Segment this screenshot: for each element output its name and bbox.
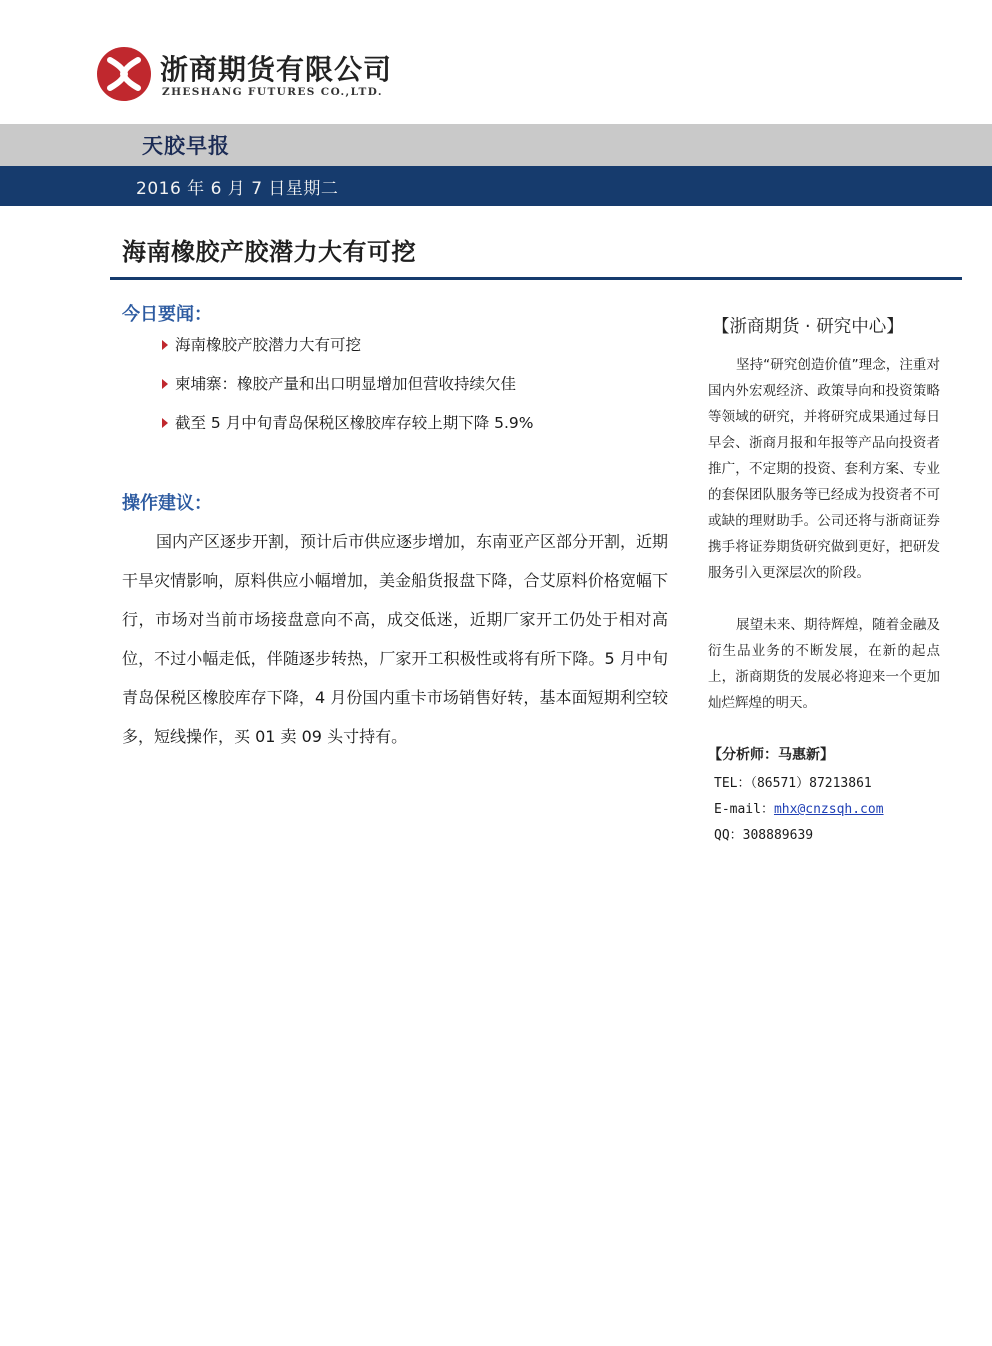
list-item: [160, 373, 534, 412]
triangle-bullet-icon: [162, 379, 168, 389]
contact-tel: [714, 772, 872, 791]
sidebar-intro-paragraph: 坚持“研究创造价值”理念，注重对国内外宏观经济、政策导向和投资策略等领域的研究，并将研究成果通过每日早会、浙商月报和年报等产品向投资者推广，不定期的投资、套利方案、专业的套保团队服务等已经成为投资者不可或缺的理财助手。公司还将与浙商证券携手将证券期货研究做到更好，把研发服务引入更深层次的阶段。: [708, 357, 940, 581]
qq-label: QQ：: [714, 828, 743, 843]
analyst-heading: 【分析师：马惠新】: [708, 747, 834, 763]
report-type: 天胶早报: [142, 134, 230, 158]
tel-value: （86571）87213861: [750, 776, 872, 791]
advice-text: 国内产区逐步开割，预计后市供应逐步增加，东南亚产区部分开割，近期干旱灾情影响，原料供应小幅增加，美金船货报盘下降，合艾原料价格宽幅下行，市场对当前市场接盘意向不高，成交低迷，近期厂家开工仍处于相对高位，不过小幅走低，伴随逐步转热，厂家开工积极性或将有所下降。5 月中旬青岛保税区橡胶库存下降，4 月份国内重卡市场销售好转，基本面短期利空较多，短线操作，买 01 卖 09 头寸持有。: [122, 532, 669, 746]
triangle-bullet-icon: [162, 418, 168, 428]
email-label: E-mail：: [714, 802, 774, 817]
contact-email: [714, 798, 884, 817]
headline-divider: [110, 277, 962, 280]
news-list: [160, 334, 534, 451]
page-title: 海南橡胶产胶潜力大有可挖: [122, 238, 416, 266]
sidebar-title: 【浙商期货 · 研究中心】: [712, 317, 904, 337]
list-item: [160, 334, 534, 373]
company-name-en: ZHESHANG FUTURES CO.,LTD.: [162, 86, 383, 98]
list-item: [160, 412, 534, 451]
news-item-text: 柬埔寨：橡胶产量和出口明显增加但营收持续欠佳: [175, 375, 517, 393]
qq-value: 308889639: [742, 828, 814, 843]
email-link[interactable]: mhx@cnzsqh.com: [773, 802, 884, 817]
news-item-text: 海南橡胶产胶潜力大有可挖: [175, 336, 362, 354]
news-item-text: 截至 5 月中旬青岛保税区橡胶库存较上期下降 5.9%: [175, 414, 534, 432]
company-name-cn: 浙商期货有限公司: [160, 53, 393, 86]
zheshang-logo-icon: [96, 46, 152, 102]
tel-label: TEL：: [714, 776, 751, 791]
contact-qq: [714, 824, 813, 843]
report-date: 2016 年 6 月 7 日星期二: [136, 179, 339, 199]
sidebar-outlook-paragraph: 展望未来、期待辉煌，随着金融及衍生品业务的不断发展，在新的起点上，浙商期货的发展必将迎来一个更加灿烂辉煌的明天。: [708, 617, 940, 711]
advice-section-title: 操作建议：: [122, 493, 212, 514]
news-section-title: 今日要闻：: [122, 304, 212, 325]
triangle-bullet-icon: [162, 340, 168, 350]
